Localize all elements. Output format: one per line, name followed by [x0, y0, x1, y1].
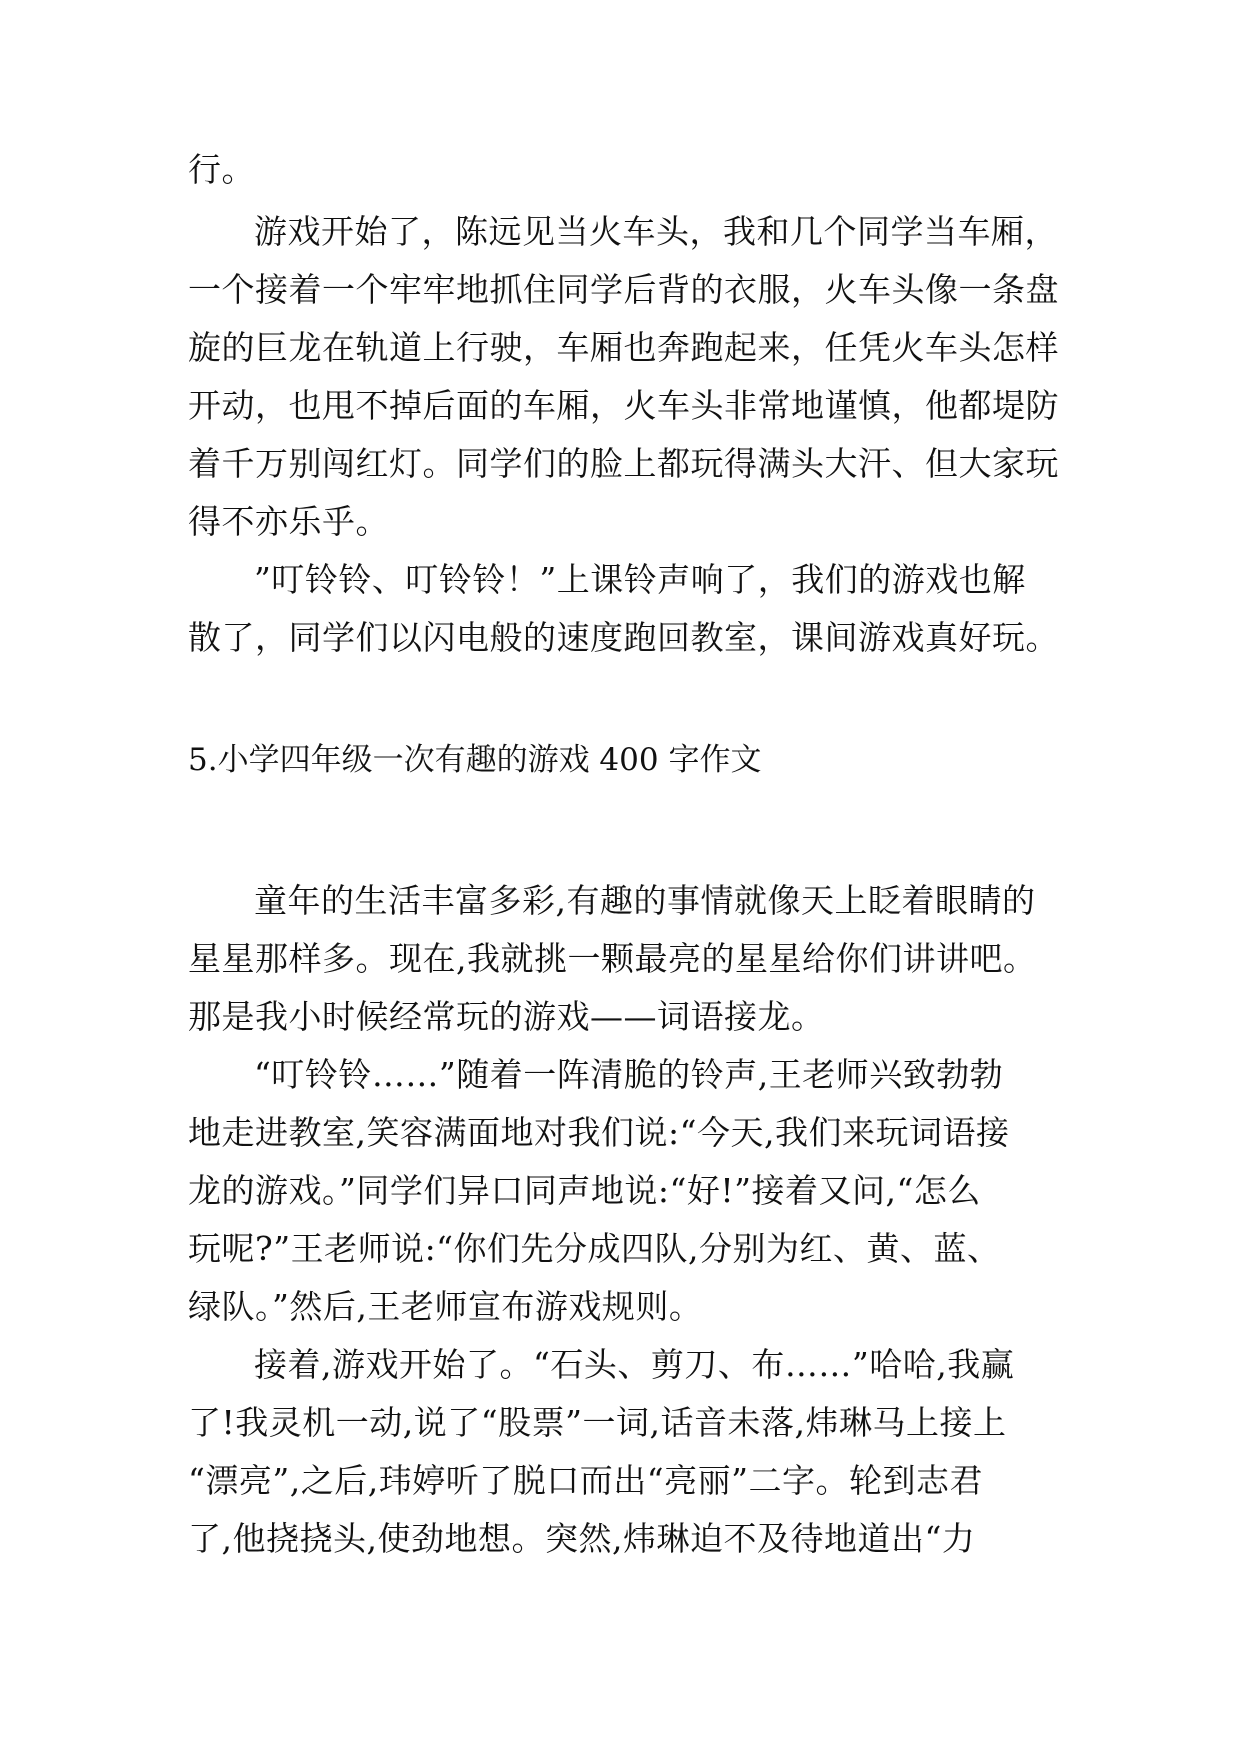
paragraph-start: “叮铃铃……”随着一阵清脆的铃声,王老师兴致勃勃	[254, 1055, 1004, 1094]
paragraph-start: 童年的生活丰富多彩,有趣的事情就像天上眨着眼睛的	[254, 881, 1036, 920]
text-line: 一个接着一个牢牢地抓住同学后背的衣服，火车头像一条盘	[188, 270, 1059, 309]
text-line: 开动，也甩不掉后面的车厢，火车头非常地谨慎，他都堤防	[188, 386, 1059, 425]
text-line: 散了，同学们以闪电般的速度跑回教室，课间游戏真好玩。	[188, 618, 1059, 657]
text-line: 了,他挠挠头,使劲地想。突然,炜琳迫不及待地道出“力	[188, 1519, 976, 1558]
text-line: “漂亮”,之后,玮婷听了脱口而出“亮丽”二字。轮到志君	[188, 1461, 983, 1500]
text-line: 那是我小时候经常玩的游戏——词语接龙。	[188, 997, 825, 1036]
paragraph-start: 接着,游戏开始了。“石头、剪刀、布……”哈哈,我赢	[254, 1345, 1015, 1384]
text-line: 着千万别闯红灯。同学们的脸上都玩得满头大汗、但大家玩	[188, 444, 1059, 483]
paragraph-start: ”叮铃铃、叮铃铃！”上课铃声响了，我们的游戏也解	[254, 560, 1026, 599]
section-heading: 5.小学四年级一次有趣的游戏 400 字作文	[188, 742, 762, 778]
text-line: 星星那样多。现在,我就挑一颗最亮的星星给你们讲讲吧。	[188, 939, 1037, 978]
text-line: 玩呢?”王老师说:“你们先分成四队,分别为红、黄、蓝、	[188, 1229, 1001, 1268]
text-line: 龙的游戏。”同学们异口同声地说:“好!”接着又问,“怎么	[188, 1171, 981, 1210]
text-line: 地走进教室,笑容满面地对我们说:“今天,我们来玩词语接	[188, 1113, 1010, 1152]
text-line: 旋的巨龙在轨道上行驶，车厢也奔跑起来，任凭火车头怎样	[188, 328, 1059, 367]
text-line: 行。	[188, 150, 255, 189]
text-line: 得不亦乐乎。	[188, 502, 389, 541]
paragraph-start: 游戏开始了，陈远见当火车头，我和几个同学当车厢，	[254, 212, 1058, 251]
text-line: 绿队。”然后,王老师宣布游戏规则。	[188, 1287, 703, 1326]
text-line: 了!我灵机一动,说了“股票”一词,话音未落,炜琳马上接上	[188, 1403, 1007, 1442]
